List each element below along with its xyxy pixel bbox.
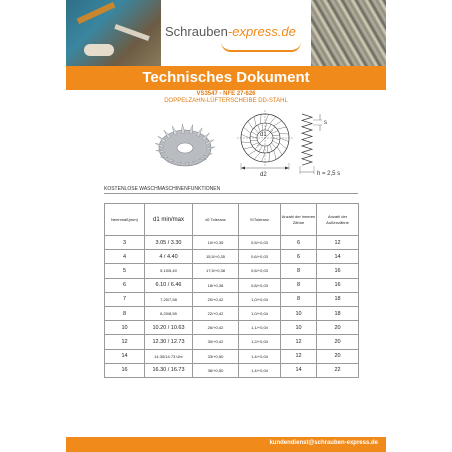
cell-d1: 14.30/14.73 Uhr (145, 349, 193, 363)
table-row (105, 321, 359, 335)
cell-d2: 26/+0,42 (193, 321, 239, 335)
header-cell-inner-teeth: Anzahl der inneren Zähne (281, 204, 317, 236)
table-row (105, 264, 359, 278)
d2-label: d2 (260, 172, 267, 178)
cell-inner-teeth: 12 (281, 349, 317, 363)
cell-nominal: 12 (105, 335, 145, 349)
cell-d2: 36/+0,50 (193, 363, 239, 377)
cell-nominal: 7 (105, 292, 145, 306)
washer-front-view (237, 110, 293, 178)
cell-s: 1,0/+0,04 (239, 306, 281, 320)
cell-inner-teeth: 10 (281, 321, 317, 335)
cell-nominal: 4 (105, 250, 145, 264)
header-cell-d2: d2 Toleranz (193, 204, 239, 236)
hand-graphic (84, 44, 114, 56)
table-header-row (105, 204, 359, 236)
cell-d2: 10/+0,35 (193, 236, 239, 250)
logo-main-text: Schrauben (165, 24, 228, 39)
cell-d1: 4 / 4.40 (145, 250, 193, 264)
cell-s: 0,6/+0,03 (239, 250, 281, 264)
cell-s: 1,0/+0,04 (239, 292, 281, 306)
cell-inner-teeth: 8 (281, 264, 317, 278)
cell-s: 1,4/+0,04 (239, 349, 281, 363)
cell-d2: 20/+0,42 (193, 292, 239, 306)
cell-d1: 10.20 / 10.63 (145, 321, 193, 335)
section-label: KOSTENLOSE WASCHMASCHINENFUNKTIONEN (104, 186, 221, 192)
header-photo-left (66, 0, 161, 66)
cell-inner-teeth: 14 (281, 363, 317, 377)
header-cell-s: S/Toleranz (239, 204, 281, 236)
cell-outer-teeth: 16 (317, 278, 359, 292)
table-row (105, 335, 359, 349)
cell-d1: 16.30 / 16.73 (145, 363, 193, 377)
cell-outer-teeth: 20 (317, 321, 359, 335)
cell-d2: 22/+0,42 (193, 306, 239, 320)
technical-drawing (150, 108, 380, 183)
cell-d1: 7,20/7,58 (145, 292, 193, 306)
cell-outer-teeth: 16 (317, 264, 359, 278)
cell-outer-teeth: 12 (317, 236, 359, 250)
footer-email[interactable]: kundendienst@schrauben-express.de (269, 440, 378, 446)
cell-inner-teeth: 6 (281, 250, 317, 264)
footer-bar (66, 437, 386, 452)
cell-d2: 33/+0,50 (193, 349, 239, 363)
cell-nominal: 16 (105, 363, 145, 377)
cell-inner-teeth: 12 (281, 335, 317, 349)
header-photo-screws (311, 0, 386, 66)
cell-outer-teeth: 14 (317, 250, 359, 264)
cell-nominal: 8 (105, 306, 145, 320)
cell-d1: 12.30 / 12.73 (145, 335, 193, 349)
cell-s: 1,1/+0,04 (239, 321, 281, 335)
table-row (105, 292, 359, 306)
logo (161, 10, 311, 58)
cell-nominal: 6 (105, 278, 145, 292)
cell-s: 1,4/+0,04 (239, 363, 281, 377)
cell-inner-teeth: 8 (281, 292, 317, 306)
header-cell-d1: d1 min/max (145, 204, 193, 236)
h-label: h = 2,5 s (317, 171, 341, 177)
d1-label: d1 (260, 132, 267, 138)
table-row (105, 250, 359, 264)
logo-swoosh (221, 42, 301, 52)
cell-nominal: 5 (105, 264, 145, 278)
product-name: DOPPELZAHN-LÜFTERSCHEIBE DD-STAHL (164, 98, 288, 104)
s-label: s (324, 120, 327, 126)
cell-inner-teeth: 10 (281, 306, 317, 320)
product-code: VS3547 - NFE 27-626 (196, 91, 256, 97)
cell-d1: 8,20/8,55 (145, 306, 193, 320)
document-title: Technisches Dokument (66, 66, 386, 90)
cell-outer-teeth: 18 (317, 292, 359, 306)
table-row (105, 278, 359, 292)
cell-s: 0,5/+0,03 (239, 236, 281, 250)
cell-d2: 15,5/+0,35 (193, 250, 239, 264)
spec-table (104, 203, 359, 378)
cell-nominal: 3 (105, 236, 145, 250)
screwdriver-graphic (77, 2, 116, 24)
cell-d2: 30/+0,42 (193, 335, 239, 349)
table-row (105, 236, 359, 250)
cell-inner-teeth: 6 (281, 236, 317, 250)
cell-d1: 6.10 / 6.46 (145, 278, 193, 292)
tool-graphic (114, 24, 150, 41)
washer-side-view (300, 114, 340, 177)
table-row (105, 306, 359, 320)
cell-nominal: 10 (105, 321, 145, 335)
divider (104, 193, 358, 194)
cell-d2: 18/+0,38 (193, 278, 239, 292)
cell-inner-teeth: 8 (281, 278, 317, 292)
cell-s: 0,6/+0,03 (239, 264, 281, 278)
washer-3d-illustration (155, 124, 215, 166)
cell-nominal: 14 (105, 349, 145, 363)
cell-d1: 3.05 / 3.30 (145, 236, 193, 250)
cell-outer-teeth: 20 (317, 335, 359, 349)
cell-outer-teeth: 22 (317, 363, 359, 377)
cell-s: 1,2/+0,04 (239, 335, 281, 349)
header-cell-outer-teeth: Anzahl der Außenzähne (317, 204, 359, 236)
cell-s: 0,8/+0,03 (239, 278, 281, 292)
table-row (105, 363, 359, 377)
cell-outer-teeth: 18 (317, 306, 359, 320)
cell-outer-teeth: 20 (317, 349, 359, 363)
table-row (105, 349, 359, 363)
cell-d1: 5,10/5,40 (145, 264, 193, 278)
header-cell-nominal: Nennmaß(mm) (105, 204, 145, 236)
cell-d2: 17,5/+0,38 (193, 264, 239, 278)
logo-accent-text: -express.de (227, 24, 296, 39)
